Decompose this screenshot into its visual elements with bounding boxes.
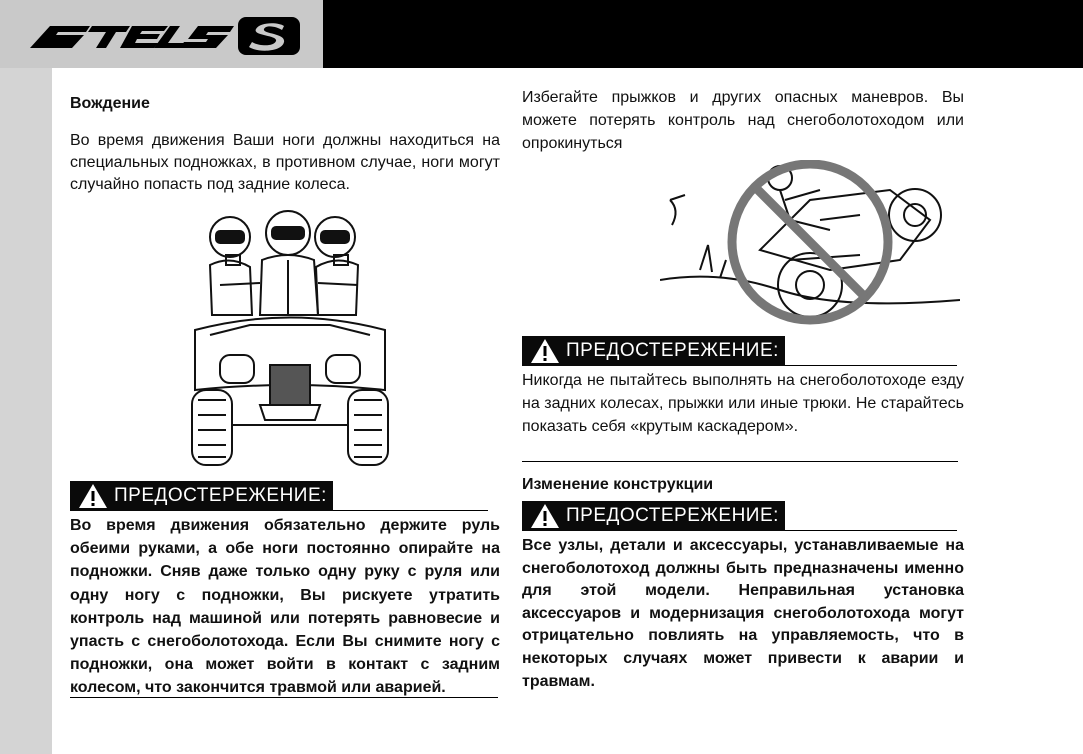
warning-triangle-icon [78,483,108,509]
warning-text-left: Во время движения обязательно держите руль обеими руками, а обе ноги постоянно опирайте на подножки. Сняв даже только одну руку с руля или одну ногу с подножки, Вы рискуете утратить контроль над машиной или потерять равновесие и упасть с снегоболотохода. Если Вы снимите ногу с подножки, она может войти в контакт с задним колесом, что закончится травмой или аварией. [70,517,500,697]
divider-left [70,697,498,698]
warning-banner-left [70,481,488,511]
section-heading-driving: Вождение [70,95,150,112]
divider-right [522,461,958,462]
header-bar [323,0,1083,68]
atv-riders-illustration [190,205,390,475]
driving-intro-text: Во время движения Ваши ноги должны находиться на специальных подножках, в противном случае, ноги могут случайно попасть под задние колеса. [70,132,500,193]
warning-label: ПРЕДОСТЕРЕЖЕНИЕ: [566,505,779,526]
header-logo-area [0,0,323,68]
stels-logo [20,14,310,56]
warning-label: ПРЕДОСТЕРЕЖЕНИЕ: [566,340,779,361]
warning-triangle-icon [530,338,560,364]
warning-label: ПРЕДОСТЕРЕЖЕНИЕ: [114,485,327,506]
warning-banner-right-2 [522,501,957,531]
warning-triangle-icon [530,503,560,529]
warning-text-right-2: Все узлы, детали и аксессуары, устанавливаемые на снегоболотоход должны быть предназначены именно для этой модели. Неправильная установка аксессуаров и модернизация снегоболотохода могут отрицательно повлиять на управляемость, что в некоторых случаях может привести к аварии и травмам. [522,537,964,690]
section-heading-modification: Изменение конструкции [522,476,714,493]
jumps-intro-text: Избегайте прыжков и других опасных маневров. Вы можете потерять контроль над снегоболотоходом или опрокинуться [522,89,964,152]
sidebar-strip [0,68,52,754]
atv-wheelie-prohibited-illustration [660,160,960,335]
warning-banner-right-1 [522,336,957,366]
warning-text-right-1: Никогда не пытайтесь выполнять на снегоболотоходе езду на задних колесах, прыжки или иные трюки. Не старайтесь показать себя «крутым каскадером». [522,372,964,435]
